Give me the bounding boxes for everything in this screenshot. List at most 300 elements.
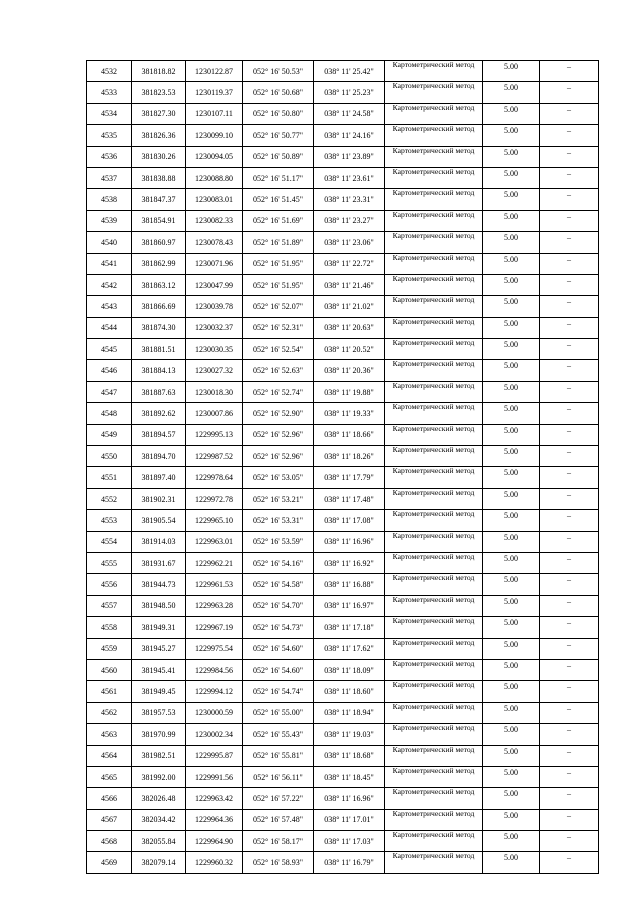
method-cell: Картометрический метод bbox=[385, 788, 483, 809]
table-row bbox=[87, 659, 599, 680]
x-coordinate: 381949.31 bbox=[132, 617, 186, 638]
latitude: 052° 16' 54.74" bbox=[243, 681, 314, 702]
latitude: 052° 16' 53.31" bbox=[243, 510, 314, 531]
longitude: 038° 11' 23.31" bbox=[314, 189, 385, 210]
latitude: 052° 16' 54.60" bbox=[243, 638, 314, 659]
description-cell: – bbox=[540, 82, 599, 103]
table-row bbox=[87, 61, 599, 82]
y-coordinate: 1229995.87 bbox=[186, 745, 243, 766]
y-coordinate: 1229963.42 bbox=[186, 788, 243, 809]
point-number: 4548 bbox=[87, 403, 132, 424]
method-cell: Картометрический метод bbox=[385, 360, 483, 381]
point-number: 4568 bbox=[87, 831, 132, 852]
point-number: 4542 bbox=[87, 274, 132, 295]
accuracy-cell: 5.00 bbox=[483, 467, 540, 488]
accuracy-cell: 5.00 bbox=[483, 852, 540, 873]
latitude: 052° 16' 54.58" bbox=[243, 574, 314, 595]
longitude: 038° 11' 20.63" bbox=[314, 317, 385, 338]
x-coordinate: 381931.67 bbox=[132, 552, 186, 573]
description-cell: – bbox=[540, 574, 599, 595]
method-cell: Картометрический метод bbox=[385, 659, 483, 680]
description-cell: – bbox=[540, 595, 599, 616]
longitude: 038° 11' 17.62" bbox=[314, 638, 385, 659]
table-row bbox=[87, 595, 599, 616]
longitude: 038° 11' 25.23" bbox=[314, 82, 385, 103]
accuracy-cell: 5.00 bbox=[483, 617, 540, 638]
method-cell: Картометрический метод bbox=[385, 253, 483, 274]
x-coordinate: 381887.63 bbox=[132, 381, 186, 402]
x-coordinate: 381860.97 bbox=[132, 232, 186, 253]
accuracy-cell: 5.00 bbox=[483, 552, 540, 573]
longitude: 038° 11' 18.66" bbox=[314, 424, 385, 445]
method-cell: Картометрический метод bbox=[385, 210, 483, 231]
longitude: 038° 11' 24.16" bbox=[314, 125, 385, 146]
table-row bbox=[87, 167, 599, 188]
method-cell: Картометрический метод bbox=[385, 595, 483, 616]
description-cell: – bbox=[540, 446, 599, 467]
longitude: 038° 11' 24.58" bbox=[314, 103, 385, 124]
method-cell: Картометрический метод bbox=[385, 552, 483, 573]
longitude: 038° 11' 23.89" bbox=[314, 146, 385, 167]
table-row bbox=[87, 724, 599, 745]
x-coordinate: 382026.48 bbox=[132, 788, 186, 809]
description-cell: – bbox=[540, 552, 599, 573]
longitude: 038° 11' 20.52" bbox=[314, 339, 385, 360]
longitude: 038° 11' 16.96" bbox=[314, 788, 385, 809]
accuracy-cell: 5.00 bbox=[483, 574, 540, 595]
y-coordinate: 1230119.37 bbox=[186, 82, 243, 103]
description-cell: – bbox=[540, 296, 599, 317]
point-number: 4535 bbox=[87, 125, 132, 146]
accuracy-cell: 5.00 bbox=[483, 125, 540, 146]
table-row bbox=[87, 552, 599, 573]
table-row bbox=[87, 488, 599, 509]
description-cell: – bbox=[540, 317, 599, 338]
latitude: 052° 16' 51.45" bbox=[243, 189, 314, 210]
accuracy-cell: 5.00 bbox=[483, 724, 540, 745]
point-number: 4569 bbox=[87, 852, 132, 873]
point-number: 4543 bbox=[87, 296, 132, 317]
y-coordinate: 1230071.96 bbox=[186, 253, 243, 274]
method-cell: Картометрический метод bbox=[385, 274, 483, 295]
x-coordinate: 382034.42 bbox=[132, 809, 186, 830]
y-coordinate: 1230078.43 bbox=[186, 232, 243, 253]
y-coordinate: 1230030.35 bbox=[186, 339, 243, 360]
description-cell: – bbox=[540, 702, 599, 723]
method-cell: Картометрический метод bbox=[385, 510, 483, 531]
latitude: 052° 16' 51.95" bbox=[243, 274, 314, 295]
description-cell: – bbox=[540, 852, 599, 873]
latitude: 052° 16' 53.59" bbox=[243, 531, 314, 552]
y-coordinate: 1229963.28 bbox=[186, 595, 243, 616]
y-coordinate: 1229962.21 bbox=[186, 552, 243, 573]
table-row bbox=[87, 809, 599, 830]
longitude: 038° 11' 23.61" bbox=[314, 167, 385, 188]
accuracy-cell: 5.00 bbox=[483, 210, 540, 231]
description-cell: – bbox=[540, 253, 599, 274]
x-coordinate: 381827.30 bbox=[132, 103, 186, 124]
point-number: 4540 bbox=[87, 232, 132, 253]
x-coordinate: 381949.45 bbox=[132, 681, 186, 702]
method-cell: Картометрический метод bbox=[385, 146, 483, 167]
method-cell: Картометрический метод bbox=[385, 702, 483, 723]
y-coordinate: 1230083.01 bbox=[186, 189, 243, 210]
point-number: 4561 bbox=[87, 681, 132, 702]
longitude: 038° 11' 18.26" bbox=[314, 446, 385, 467]
description-cell: – bbox=[540, 146, 599, 167]
latitude: 052° 16' 54.60" bbox=[243, 659, 314, 680]
x-coordinate: 381905.54 bbox=[132, 510, 186, 531]
x-coordinate: 381863.12 bbox=[132, 274, 186, 295]
accuracy-cell: 5.00 bbox=[483, 766, 540, 787]
accuracy-cell: 5.00 bbox=[483, 317, 540, 338]
y-coordinate: 1229965.10 bbox=[186, 510, 243, 531]
table-row bbox=[87, 339, 599, 360]
longitude: 038° 11' 25.42" bbox=[314, 61, 385, 82]
accuracy-cell: 5.00 bbox=[483, 253, 540, 274]
longitude: 038° 11' 21.02" bbox=[314, 296, 385, 317]
accuracy-cell: 5.00 bbox=[483, 167, 540, 188]
y-coordinate: 1230039.78 bbox=[186, 296, 243, 317]
description-cell: – bbox=[540, 745, 599, 766]
longitude: 038° 11' 22.72" bbox=[314, 253, 385, 274]
accuracy-cell: 5.00 bbox=[483, 831, 540, 852]
accuracy-cell: 5.00 bbox=[483, 296, 540, 317]
description-cell: – bbox=[540, 103, 599, 124]
accuracy-cell: 5.00 bbox=[483, 681, 540, 702]
method-cell: Картометрический метод bbox=[385, 189, 483, 210]
description-cell: – bbox=[540, 210, 599, 231]
method-cell: Картометрический метод bbox=[385, 82, 483, 103]
y-coordinate: 1230002.34 bbox=[186, 724, 243, 745]
accuracy-cell: 5.00 bbox=[483, 146, 540, 167]
latitude: 052° 16' 51.17" bbox=[243, 167, 314, 188]
x-coordinate: 381944.73 bbox=[132, 574, 186, 595]
table-row bbox=[87, 788, 599, 809]
x-coordinate: 381957.53 bbox=[132, 702, 186, 723]
point-number: 4553 bbox=[87, 510, 132, 531]
latitude: 052° 16' 54.16" bbox=[243, 552, 314, 573]
method-cell: Картометрический метод bbox=[385, 809, 483, 830]
longitude: 038° 11' 18.09" bbox=[314, 659, 385, 680]
x-coordinate: 381838.88 bbox=[132, 167, 186, 188]
latitude: 052° 16' 57.22" bbox=[243, 788, 314, 809]
latitude: 052° 16' 55.43" bbox=[243, 724, 314, 745]
x-coordinate: 381897.40 bbox=[132, 467, 186, 488]
x-coordinate: 381854.91 bbox=[132, 210, 186, 231]
description-cell: – bbox=[540, 681, 599, 702]
description-cell: – bbox=[540, 659, 599, 680]
latitude: 052° 16' 51.89" bbox=[243, 232, 314, 253]
accuracy-cell: 5.00 bbox=[483, 788, 540, 809]
method-cell: Картометрический метод bbox=[385, 852, 483, 873]
latitude: 052° 16' 50.53" bbox=[243, 61, 314, 82]
method-cell: Картометрический метод bbox=[385, 339, 483, 360]
point-number: 4558 bbox=[87, 617, 132, 638]
description-cell: – bbox=[540, 125, 599, 146]
x-coordinate: 381881.51 bbox=[132, 339, 186, 360]
table-row bbox=[87, 638, 599, 659]
method-cell: Картометрический метод bbox=[385, 424, 483, 445]
x-coordinate: 381862.99 bbox=[132, 253, 186, 274]
y-coordinate: 1229994.12 bbox=[186, 681, 243, 702]
method-cell: Картометрический метод bbox=[385, 125, 483, 146]
accuracy-cell: 5.00 bbox=[483, 232, 540, 253]
x-coordinate: 381894.57 bbox=[132, 424, 186, 445]
latitude: 052° 16' 58.17" bbox=[243, 831, 314, 852]
y-coordinate: 1229984.56 bbox=[186, 659, 243, 680]
x-coordinate: 381914.03 bbox=[132, 531, 186, 552]
table-row bbox=[87, 210, 599, 231]
y-coordinate: 1230018.30 bbox=[186, 381, 243, 402]
point-number: 4538 bbox=[87, 189, 132, 210]
y-coordinate: 1229963.01 bbox=[186, 531, 243, 552]
coordinates-table bbox=[86, 60, 599, 874]
description-cell: – bbox=[540, 467, 599, 488]
table-row bbox=[87, 617, 599, 638]
x-coordinate: 381902.31 bbox=[132, 488, 186, 509]
accuracy-cell: 5.00 bbox=[483, 510, 540, 531]
latitude: 052° 16' 51.95" bbox=[243, 253, 314, 274]
table-row bbox=[87, 381, 599, 402]
method-cell: Картометрический метод bbox=[385, 403, 483, 424]
longitude: 038° 11' 20.36" bbox=[314, 360, 385, 381]
point-number: 4555 bbox=[87, 552, 132, 573]
y-coordinate: 1230094.05 bbox=[186, 146, 243, 167]
latitude: 052° 16' 52.63" bbox=[243, 360, 314, 381]
longitude: 038° 11' 23.27" bbox=[314, 210, 385, 231]
method-cell: Картометрический метод bbox=[385, 103, 483, 124]
accuracy-cell: 5.00 bbox=[483, 381, 540, 402]
y-coordinate: 1230099.10 bbox=[186, 125, 243, 146]
longitude: 038° 11' 17.03" bbox=[314, 831, 385, 852]
point-number: 4539 bbox=[87, 210, 132, 231]
y-coordinate: 1229987.52 bbox=[186, 446, 243, 467]
longitude: 038° 11' 19.88" bbox=[314, 381, 385, 402]
y-coordinate: 1230107.11 bbox=[186, 103, 243, 124]
latitude: 052° 16' 55.00" bbox=[243, 702, 314, 723]
point-number: 4550 bbox=[87, 446, 132, 467]
method-cell: Картометрический метод bbox=[385, 574, 483, 595]
table-row bbox=[87, 424, 599, 445]
y-coordinate: 1229975.54 bbox=[186, 638, 243, 659]
latitude: 052° 16' 56.11" bbox=[243, 766, 314, 787]
table-row bbox=[87, 189, 599, 210]
point-number: 4563 bbox=[87, 724, 132, 745]
longitude: 038° 11' 17.01" bbox=[314, 809, 385, 830]
table-row bbox=[87, 274, 599, 295]
table-row bbox=[87, 103, 599, 124]
latitude: 052° 16' 51.69" bbox=[243, 210, 314, 231]
table-row bbox=[87, 766, 599, 787]
accuracy-cell: 5.00 bbox=[483, 424, 540, 445]
method-cell: Картометрический метод bbox=[385, 317, 483, 338]
accuracy-cell: 5.00 bbox=[483, 809, 540, 830]
latitude: 052° 16' 57.48" bbox=[243, 809, 314, 830]
description-cell: – bbox=[540, 424, 599, 445]
latitude: 052° 16' 53.21" bbox=[243, 488, 314, 509]
x-coordinate: 381982.51 bbox=[132, 745, 186, 766]
latitude: 052° 16' 53.05" bbox=[243, 467, 314, 488]
accuracy-cell: 5.00 bbox=[483, 274, 540, 295]
x-coordinate: 381894.70 bbox=[132, 446, 186, 467]
longitude: 038° 11' 17.48" bbox=[314, 488, 385, 509]
longitude: 038° 11' 19.33" bbox=[314, 403, 385, 424]
y-coordinate: 1230082.33 bbox=[186, 210, 243, 231]
y-coordinate: 1230047.99 bbox=[186, 274, 243, 295]
longitude: 038° 11' 18.60" bbox=[314, 681, 385, 702]
table-row bbox=[87, 253, 599, 274]
point-number: 4544 bbox=[87, 317, 132, 338]
y-coordinate: 1229995.13 bbox=[186, 424, 243, 445]
longitude: 038° 11' 17.18" bbox=[314, 617, 385, 638]
table-row bbox=[87, 317, 599, 338]
x-coordinate: 382079.14 bbox=[132, 852, 186, 873]
x-coordinate: 381866.69 bbox=[132, 296, 186, 317]
y-coordinate: 1229964.36 bbox=[186, 809, 243, 830]
accuracy-cell: 5.00 bbox=[483, 403, 540, 424]
latitude: 052° 16' 52.96" bbox=[243, 424, 314, 445]
point-number: 4549 bbox=[87, 424, 132, 445]
description-cell: – bbox=[540, 381, 599, 402]
description-cell: – bbox=[540, 189, 599, 210]
table-row bbox=[87, 232, 599, 253]
point-number: 4537 bbox=[87, 167, 132, 188]
table-row bbox=[87, 82, 599, 103]
x-coordinate: 381826.36 bbox=[132, 125, 186, 146]
method-cell: Картометрический метод bbox=[385, 296, 483, 317]
latitude: 052° 16' 52.90" bbox=[243, 403, 314, 424]
method-cell: Картометрический метод bbox=[385, 831, 483, 852]
point-number: 4532 bbox=[87, 61, 132, 82]
description-cell: – bbox=[540, 360, 599, 381]
method-cell: Картометрический метод bbox=[385, 745, 483, 766]
method-cell: Картометрический метод bbox=[385, 681, 483, 702]
y-coordinate: 1230122.87 bbox=[186, 61, 243, 82]
table-row bbox=[87, 467, 599, 488]
point-number: 4547 bbox=[87, 381, 132, 402]
coordinates-table-body bbox=[87, 61, 599, 874]
latitude: 052° 16' 50.68" bbox=[243, 82, 314, 103]
description-cell: – bbox=[540, 488, 599, 509]
x-coordinate: 381884.13 bbox=[132, 360, 186, 381]
table-row bbox=[87, 446, 599, 467]
longitude: 038° 11' 17.08" bbox=[314, 510, 385, 531]
description-cell: – bbox=[540, 61, 599, 82]
latitude: 052° 16' 50.89" bbox=[243, 146, 314, 167]
y-coordinate: 1230032.37 bbox=[186, 317, 243, 338]
point-number: 4557 bbox=[87, 595, 132, 616]
point-number: 4562 bbox=[87, 702, 132, 723]
table-row bbox=[87, 745, 599, 766]
accuracy-cell: 5.00 bbox=[483, 745, 540, 766]
description-cell: – bbox=[540, 510, 599, 531]
method-cell: Картометрический метод bbox=[385, 446, 483, 467]
longitude: 038° 11' 16.92" bbox=[314, 552, 385, 573]
accuracy-cell: 5.00 bbox=[483, 659, 540, 680]
method-cell: Картометрический метод bbox=[385, 488, 483, 509]
method-cell: Картометрический метод bbox=[385, 617, 483, 638]
point-number: 4565 bbox=[87, 766, 132, 787]
table-row bbox=[87, 360, 599, 381]
table-row bbox=[87, 531, 599, 552]
latitude: 052° 16' 54.70" bbox=[243, 595, 314, 616]
y-coordinate: 1229961.53 bbox=[186, 574, 243, 595]
longitude: 038° 11' 17.79" bbox=[314, 467, 385, 488]
accuracy-cell: 5.00 bbox=[483, 189, 540, 210]
y-coordinate: 1229978.64 bbox=[186, 467, 243, 488]
accuracy-cell: 5.00 bbox=[483, 488, 540, 509]
x-coordinate: 381892.62 bbox=[132, 403, 186, 424]
description-cell: – bbox=[540, 831, 599, 852]
description-cell: – bbox=[540, 638, 599, 659]
method-cell: Картометрический метод bbox=[385, 167, 483, 188]
method-cell: Картометрический метод bbox=[385, 467, 483, 488]
table-row bbox=[87, 574, 599, 595]
table-row bbox=[87, 681, 599, 702]
point-number: 4545 bbox=[87, 339, 132, 360]
x-coordinate: 381945.27 bbox=[132, 638, 186, 659]
point-number: 4541 bbox=[87, 253, 132, 274]
y-coordinate: 1230007.86 bbox=[186, 403, 243, 424]
x-coordinate: 381948.50 bbox=[132, 595, 186, 616]
x-coordinate: 381830.26 bbox=[132, 146, 186, 167]
table-row bbox=[87, 702, 599, 723]
description-cell: – bbox=[540, 167, 599, 188]
table-row bbox=[87, 403, 599, 424]
description-cell: – bbox=[540, 339, 599, 360]
description-cell: – bbox=[540, 232, 599, 253]
y-coordinate: 1229964.90 bbox=[186, 831, 243, 852]
point-number: 4564 bbox=[87, 745, 132, 766]
longitude: 038° 11' 18.45" bbox=[314, 766, 385, 787]
description-cell: – bbox=[540, 274, 599, 295]
accuracy-cell: 5.00 bbox=[483, 531, 540, 552]
point-number: 4560 bbox=[87, 659, 132, 680]
table-row bbox=[87, 852, 599, 873]
point-number: 4546 bbox=[87, 360, 132, 381]
longitude: 038° 11' 16.97" bbox=[314, 595, 385, 616]
method-cell: Картометрический метод bbox=[385, 638, 483, 659]
y-coordinate: 1230000.59 bbox=[186, 702, 243, 723]
description-cell: – bbox=[540, 788, 599, 809]
point-number: 4551 bbox=[87, 467, 132, 488]
longitude: 038° 11' 23.06" bbox=[314, 232, 385, 253]
table-row bbox=[87, 125, 599, 146]
latitude: 052° 16' 52.74" bbox=[243, 381, 314, 402]
x-coordinate: 381818.82 bbox=[132, 61, 186, 82]
table-row bbox=[87, 510, 599, 531]
latitude: 052° 16' 52.07" bbox=[243, 296, 314, 317]
accuracy-cell: 5.00 bbox=[483, 61, 540, 82]
x-coordinate: 381992.00 bbox=[132, 766, 186, 787]
x-coordinate: 381945.41 bbox=[132, 659, 186, 680]
x-coordinate: 381823.53 bbox=[132, 82, 186, 103]
y-coordinate: 1229960.32 bbox=[186, 852, 243, 873]
table-row bbox=[87, 146, 599, 167]
table-row bbox=[87, 296, 599, 317]
description-cell: – bbox=[540, 724, 599, 745]
longitude: 038° 11' 19.03" bbox=[314, 724, 385, 745]
accuracy-cell: 5.00 bbox=[483, 595, 540, 616]
longitude: 038° 11' 16.96" bbox=[314, 531, 385, 552]
longitude: 038° 11' 16.88" bbox=[314, 574, 385, 595]
point-number: 4536 bbox=[87, 146, 132, 167]
latitude: 052° 16' 50.77" bbox=[243, 125, 314, 146]
y-coordinate: 1229972.78 bbox=[186, 488, 243, 509]
latitude: 052° 16' 55.81" bbox=[243, 745, 314, 766]
description-cell: – bbox=[540, 809, 599, 830]
